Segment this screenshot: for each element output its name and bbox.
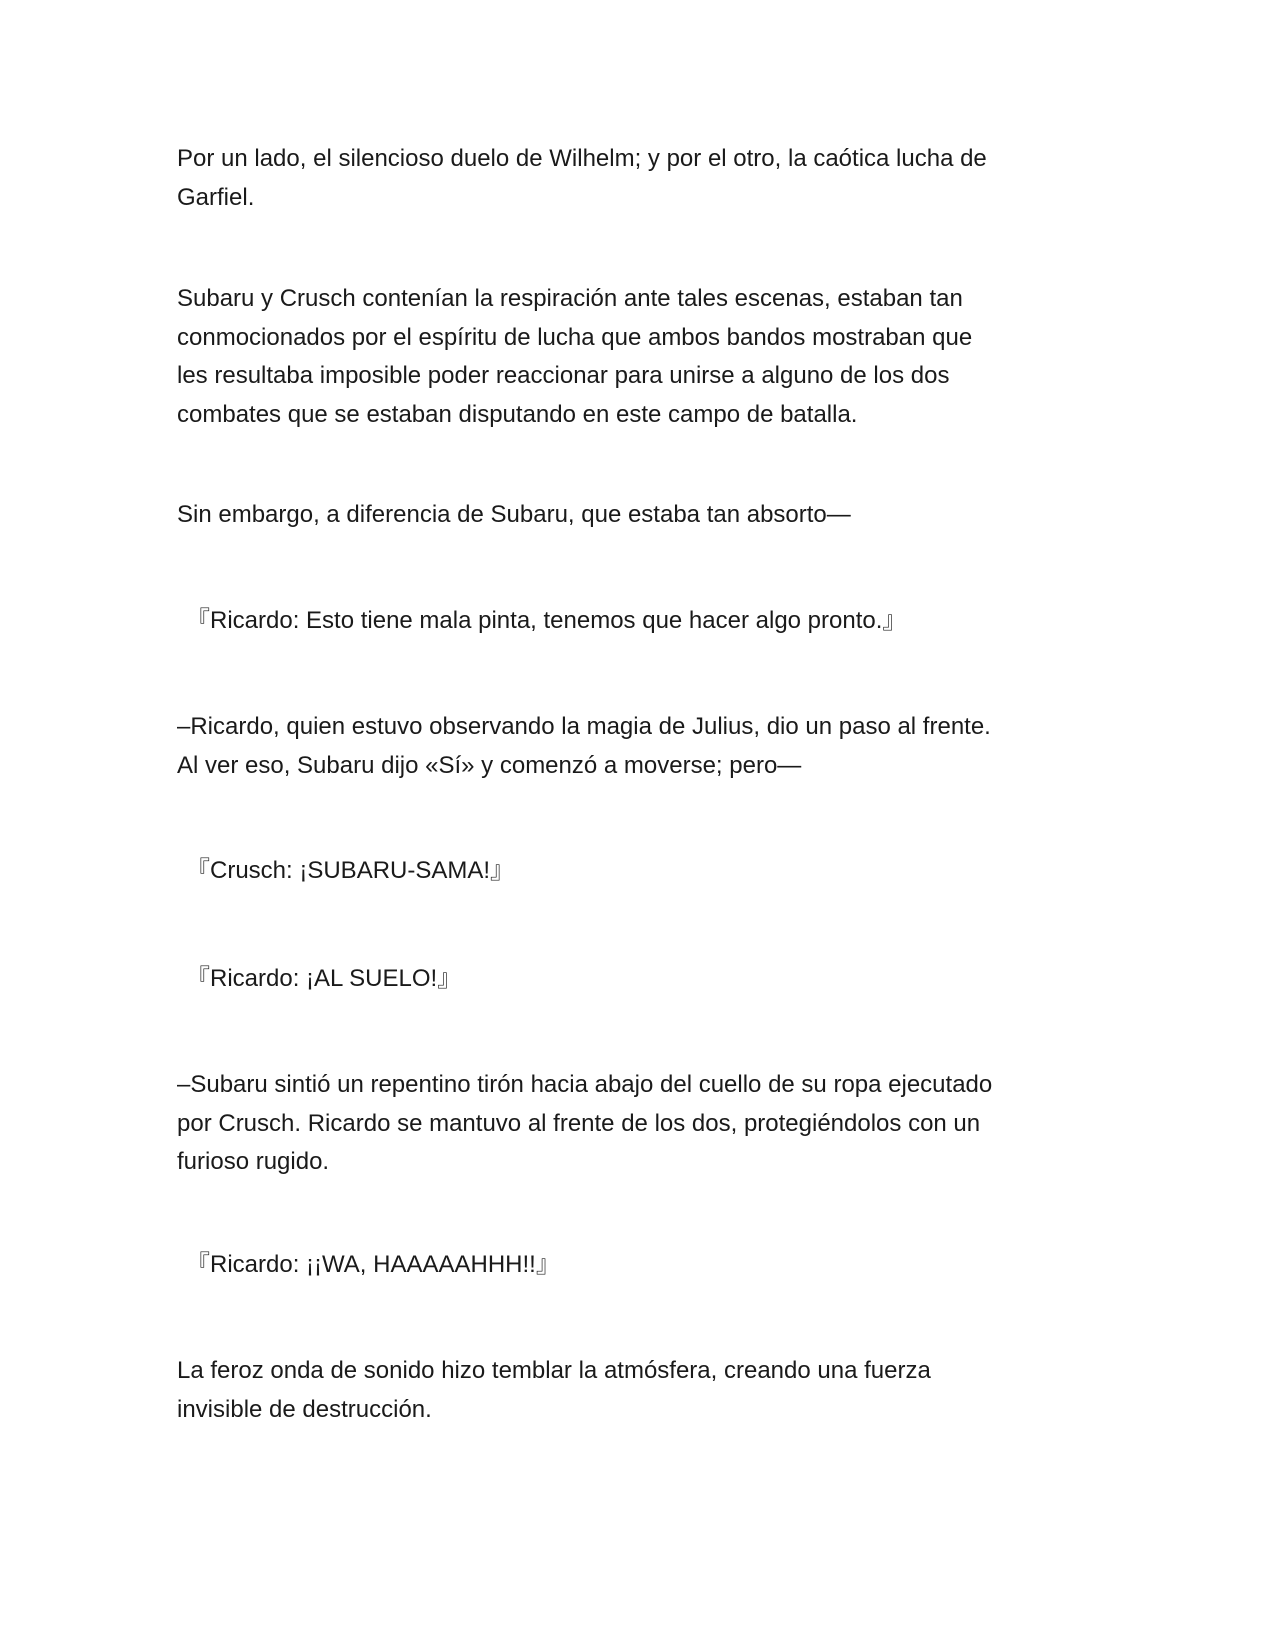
dialogue-line-ricardo-1: 『Ricardo: Esto tiene mala pinta, tenemos que hacer algo pronto.』 [186, 607, 907, 634]
paragraph-4: –Ricardo, quien estuvo observando la magia de Julius, dio un paso al frente. Al ver eso, Subaru dijo «Sí» y comenzó a moverse; pero— [177, 713, 991, 779]
dialogue-line-ricardo-3: 『Ricardo: ¡¡WA, HAAAAAHHH!!』 [186, 1251, 560, 1278]
paragraph-2: Subaru y Crusch contenían la respiración ante tales escenas, estaban tan conmocionados por el espíritu de lucha que ambos bandos mostraban que les resultaba imposible poder reaccionar para unirse a alguno de los dos combates que se estaban disputando en este campo de batalla. [177, 285, 973, 428]
paragraph-5: –Subaru sintió un repentino tirón hacia abajo del cuello de su ropa ejecutado por Crusch. Ricardo se mantuvo al frente de los dos, protegiéndolos con un furioso rugido. [177, 1071, 993, 1175]
paragraph-1: Por un lado, el silencioso duelo de Wilhelm; y por el otro, la caótica lucha de Garfiel. [177, 145, 987, 211]
dialogue-line-crusch: 『Crusch: ¡SUBARU-SAMA!』 [186, 857, 515, 884]
paragraph-6: La feroz onda de sonido hizo temblar la atmósfera, creando una fuerza invisible de destrucción. [177, 1357, 931, 1423]
dialogue-line-ricardo-2: 『Ricardo: ¡AL SUELO!』 [186, 965, 462, 992]
paragraph-3: Sin embargo, a diferencia de Subaru, que estaba tan absorto— [177, 501, 851, 528]
